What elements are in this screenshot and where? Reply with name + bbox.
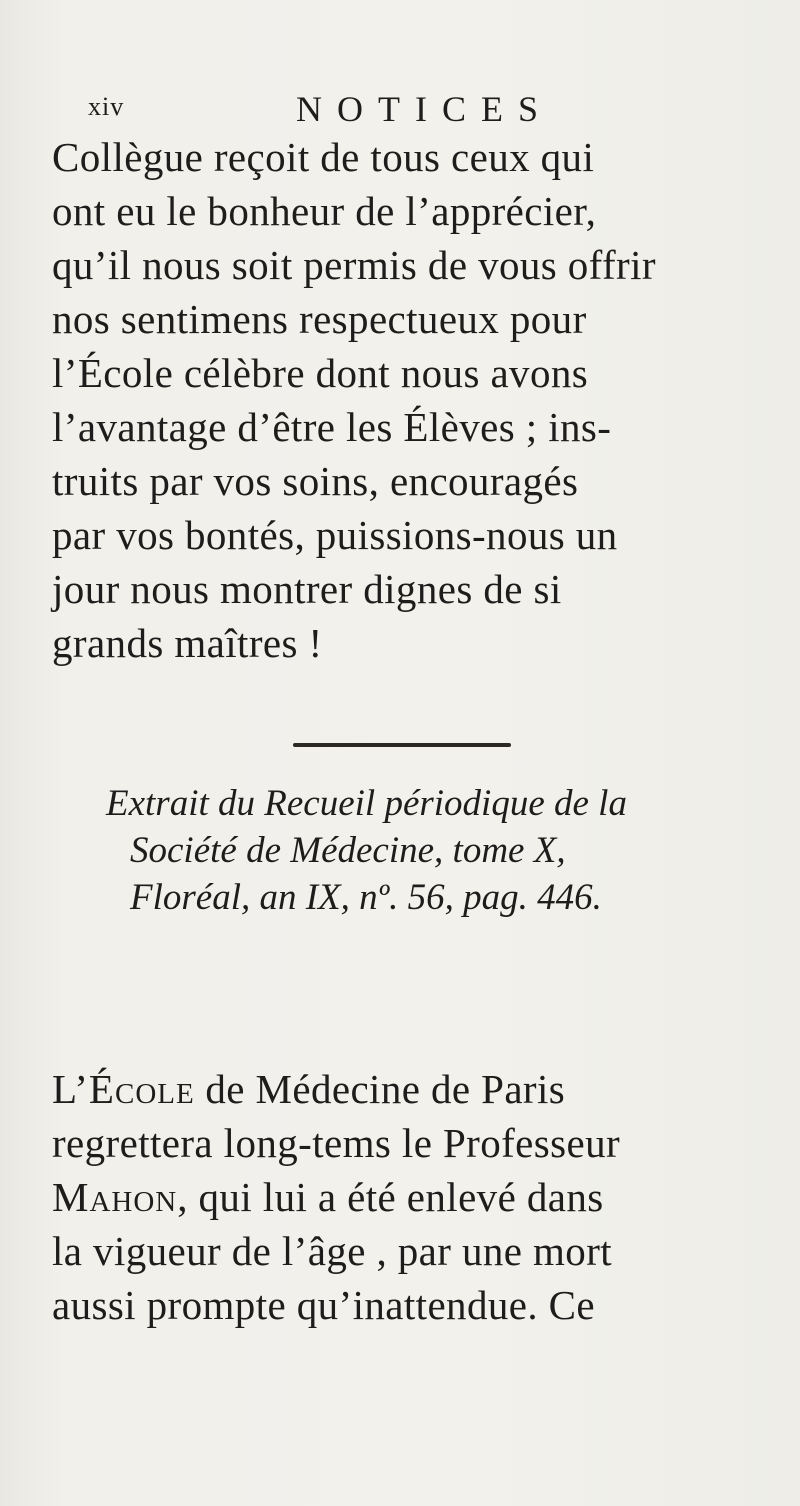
text-line: ont eu le bonheur de l’apprécier, bbox=[52, 188, 597, 234]
page-number: xiv bbox=[88, 92, 125, 121]
text-line: l’avantage d’être les Élèves ; ins- bbox=[52, 404, 612, 450]
citation-block bbox=[106, 780, 766, 921]
line-text: de Médecine de Paris bbox=[194, 1066, 566, 1112]
text-line: regrettera long-tems le Professeur bbox=[52, 1120, 621, 1166]
citation-line: Société de Médecine, tome X, bbox=[130, 830, 566, 871]
text-line bbox=[52, 1170, 772, 1224]
paragraph-2 bbox=[52, 1062, 772, 1332]
person-name: Mahon bbox=[52, 1174, 178, 1220]
text-line bbox=[52, 1062, 772, 1116]
text-line: qu’il nous soit permis de vous offrir bbox=[52, 242, 656, 288]
text-line: grands maîtres ! bbox=[52, 620, 323, 666]
text-line: l’École célèbre dont nous avons bbox=[52, 350, 589, 396]
lead-word: L’École bbox=[52, 1066, 195, 1112]
text-line: nos sentimens respectueux pour bbox=[52, 296, 587, 342]
running-title: NOTICES bbox=[296, 89, 553, 129]
citation-line: Extrait du Recueil périodique de la bbox=[106, 783, 627, 824]
line-text: , qui lui a été enlevé dans bbox=[177, 1174, 604, 1220]
section-divider bbox=[293, 743, 511, 747]
text-line: Collègue reçoit de tous ceux qui bbox=[52, 134, 595, 180]
text-line: la vigueur de l’âge , par une mort bbox=[52, 1228, 613, 1274]
paragraph-1 bbox=[52, 130, 772, 670]
text-line: par vos bontés, puissions-nous un bbox=[52, 512, 618, 558]
text-line: jour nous montrer dignes de si bbox=[52, 566, 562, 612]
text-line: aussi prompte qu’inattendue. Ce bbox=[52, 1282, 595, 1328]
citation-line: Floréal, an IX, nº. 56, pag. 446. bbox=[130, 877, 602, 918]
text-line: truits par vos soins, encouragés bbox=[52, 458, 579, 504]
